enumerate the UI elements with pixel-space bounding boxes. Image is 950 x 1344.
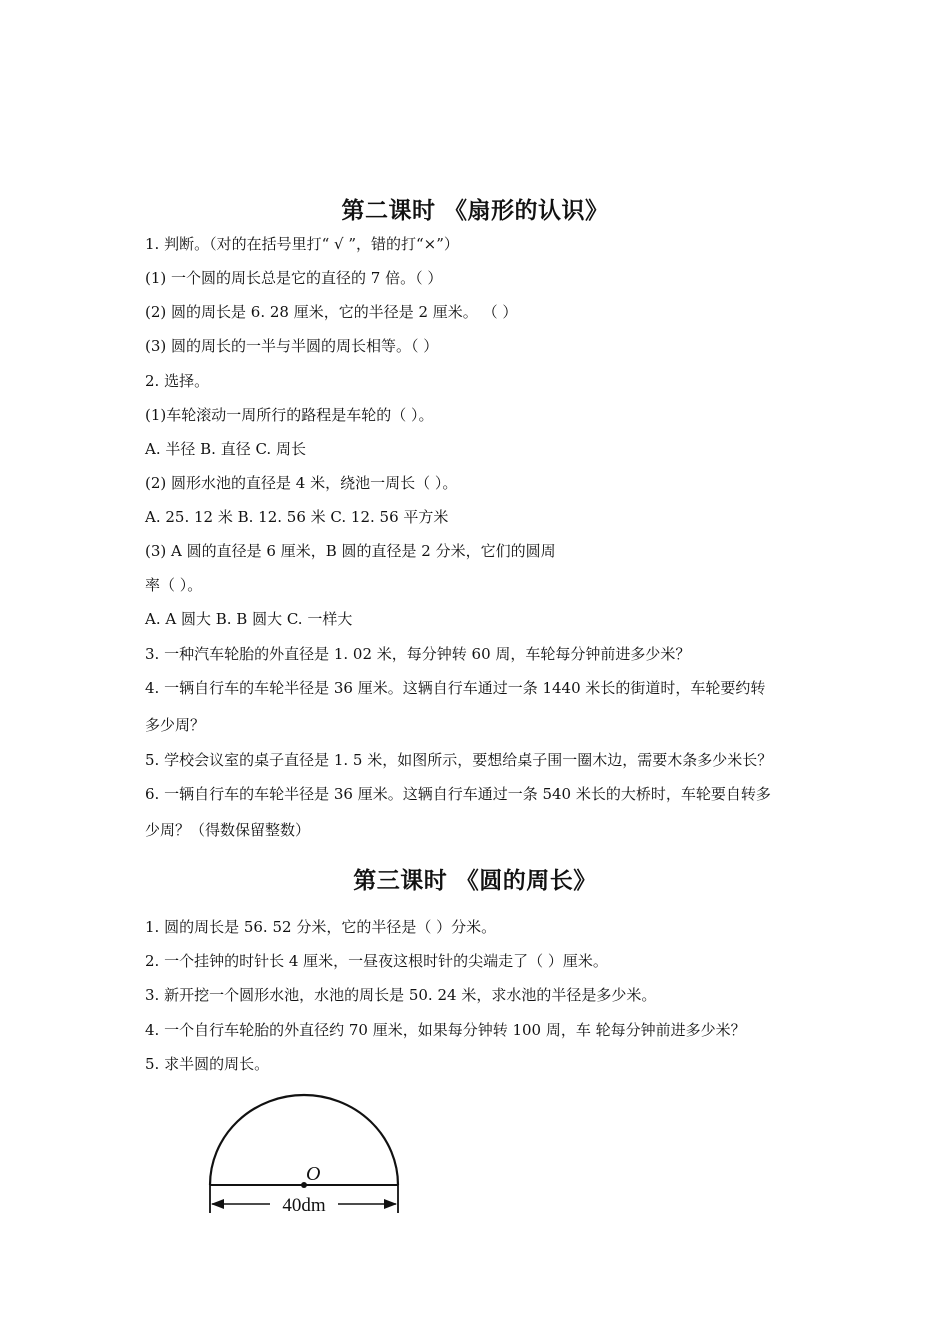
question-2-item-1-options: A. 半径 B. 直径 C. 周长 bbox=[145, 440, 306, 458]
section-3-title: 第三课时 《圆的周长》 bbox=[353, 867, 597, 894]
question-2-heading: 2. 选择。 bbox=[145, 372, 210, 390]
center-label: O bbox=[306, 1163, 321, 1185]
section-2-title: 第二课时 《扇形的认识》 bbox=[341, 197, 609, 224]
s3-question-2: 2. 一个挂钟的时针长 4 厘米，一昼夜这根时针的尖端走了（ ）厘米。 bbox=[145, 952, 608, 970]
arrowhead-right bbox=[384, 1199, 397, 1209]
question-5: 5. 学校会议室的桌子直径是 1. 5 米，如图所示，要想给桌子围一圈木边，需要木条多少米长？ bbox=[145, 751, 773, 769]
question-1-heading: 1. 判断。（对的在括号里打“ √ ”，错的打“×”） bbox=[145, 235, 459, 253]
question-4: 4. 一辆自行车的车轮半径是 36 厘米。这辆自行车通过一条 1440 米长的街道时，车轮要约转 bbox=[145, 679, 766, 697]
question-2-item-3-cont: 率（ ）。 bbox=[145, 576, 203, 594]
s3-question-5: 5. 求半圆的周长。 bbox=[145, 1055, 270, 1073]
question-4-cont: 多少周？ bbox=[145, 716, 206, 734]
question-2-item-2-options: A. 25. 12 米 B. 12. 56 米 C. 12. 56 平方米 bbox=[145, 508, 449, 526]
question-1-item-2: (2) 圆的周长是 6. 28 厘米，它的半径是 2 厘米。 （ ） bbox=[145, 303, 518, 321]
question-3: 3. 一种汽车轮胎的外直径是 1. 02 米，每分钟转 60 周，车轮每分钟前进多少米？ bbox=[145, 645, 691, 663]
question-2-item-1: (1)车轮滚动一周所行的路程是车轮的（ ）。 bbox=[145, 406, 434, 424]
question-2-item-3-options: A. A 圆大 B. B 圆大 C. 一样大 bbox=[145, 610, 353, 628]
question-1-item-1: (1) 一个圆的周长总是它的直径的 7 倍。（ ） bbox=[145, 269, 443, 287]
question-2-item-2: (2) 圆形水池的直径是 4 米，绕池一周长（ ）。 bbox=[145, 474, 458, 492]
s3-question-4: 4. 一个自行车轮胎的外直径约 70 厘米，如果每分钟转 100 周，车 轮每分钟前进多少米？ bbox=[145, 1021, 746, 1039]
semicircle-arc bbox=[210, 1095, 398, 1185]
question-2-item-3: (3) A 圆的直径是 6 厘米，B 圆的直径是 2 分米，它们的圆周 bbox=[145, 542, 556, 560]
arrowhead-left bbox=[211, 1199, 224, 1209]
question-6-cont: 少周？（得数保留整数） bbox=[145, 821, 311, 839]
semicircle-figure bbox=[200, 1090, 410, 1215]
question-1-item-3: (3) 圆的周长的一半与半圆的周长相等。（ ） bbox=[145, 337, 439, 355]
question-6: 6. 一辆自行车的车轮半径是 36 厘米。这辆自行车通过一条 540 米长的大桥时，车轮要自转多 bbox=[145, 785, 771, 803]
s3-question-1: 1. 圆的周长是 56. 52 分米，它的半径是（ ）分米。 bbox=[145, 918, 497, 936]
s3-question-3: 3. 新开挖一个圆形水池，水池的周长是 50. 24 米，求水池的半径是多少米。 bbox=[145, 986, 657, 1004]
dimension-label: 40dm bbox=[282, 1195, 326, 1215]
